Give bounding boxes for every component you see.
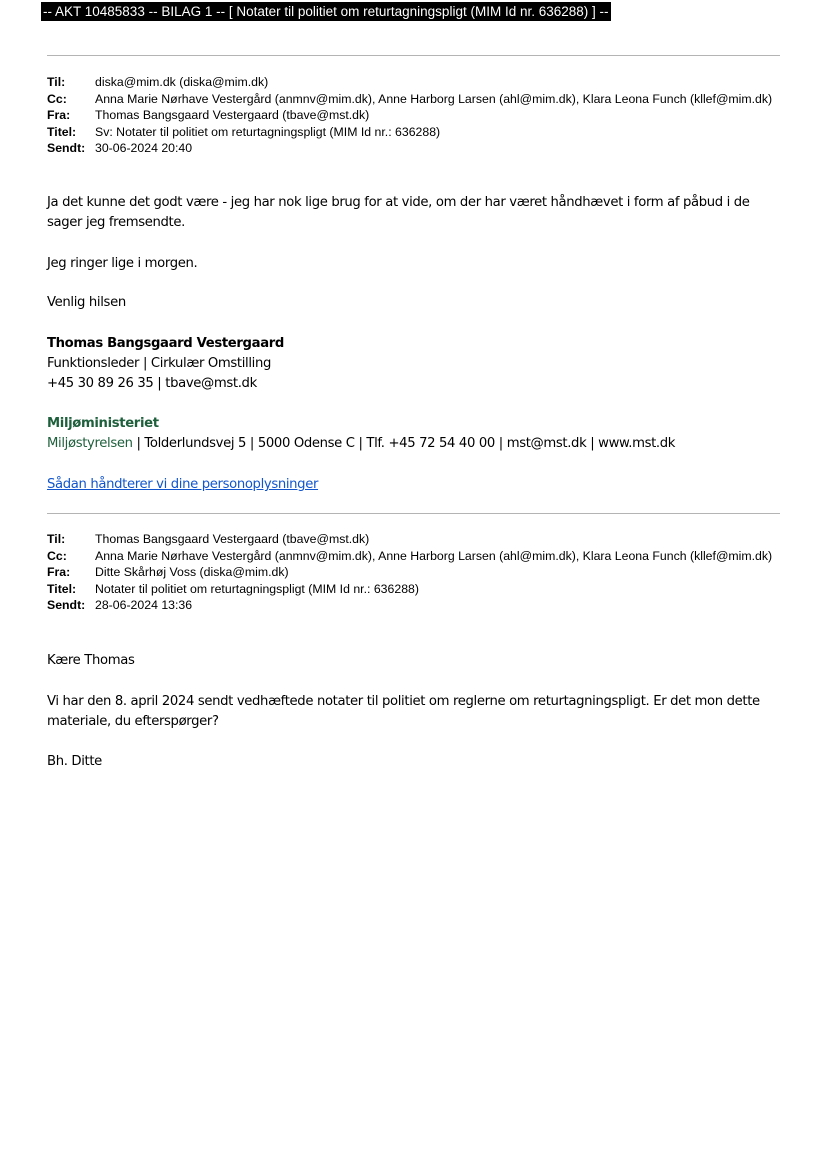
- header-label: Til:: [47, 75, 66, 89]
- header-value: Anna Marie Nørhave Vestergård (anmnv@mim.dk), Anne Harborg Larsen (ahl@mim.dk), Klara Leona Funch (kllef@mim.dk): [95, 91, 773, 106]
- email-header-block: [47, 74, 780, 157]
- signature-address: [47, 434, 787, 454]
- header-label: Cc:: [47, 548, 67, 563]
- header-row-sent: [47, 597, 780, 614]
- header-label: Fra:: [47, 108, 71, 122]
- signature-role: Funktionsleder | Cirkulær Omstilling: [47, 356, 272, 371]
- body-paragraph: Ja det kunne det godt være - jeg har nok lige brug for at vide, om der har været håndhævet i form af påbud i de sager jeg fremsendte.: [47, 195, 750, 230]
- header-row-cc: [47, 548, 780, 565]
- header-value: 28-06-2024 13:36: [95, 598, 193, 612]
- signature-name: Thomas Bangsgaard Vestergaard: [47, 336, 284, 351]
- header-row-to: [47, 531, 780, 548]
- body-paragraph: Vi har den 8. april 2024 sendt vedhæftede notater til politiet om reglerne om returtagningspligt. Er det mon dette materiale, du efterspørger?: [47, 694, 760, 729]
- header-row-to: [47, 74, 780, 91]
- header-label: Sendt:: [47, 141, 86, 155]
- header-value: Anna Marie Nørhave Vestergård (anmnv@mim.dk), Anne Harborg Larsen (ahl@mim.dk), Klara Leona Funch (kllef@mim.dk): [95, 548, 773, 563]
- signature-organization: Miljøministeriet: [47, 416, 159, 431]
- body-paragraph: Bh. Ditte: [47, 754, 102, 769]
- header-label: Cc:: [47, 91, 67, 106]
- header-row-title: [47, 124, 780, 141]
- header-row-cc: [47, 91, 780, 108]
- header-row-sent: [47, 140, 780, 157]
- header-label: Sendt:: [47, 598, 86, 612]
- header-row-from: [47, 107, 780, 124]
- header-value: Thomas Bangsgaard Vestergaard (tbave@mst.dk): [95, 108, 370, 122]
- body-paragraph: Jeg ringer lige i morgen.: [47, 256, 198, 271]
- header-value: Notater til politiet om returtagningspligt (MIM Id nr.: 636288): [95, 581, 419, 596]
- separator-line: [47, 513, 780, 514]
- header-row-from: [47, 564, 780, 581]
- signature-agency: Miljøstyrelsen: [47, 436, 133, 451]
- header-row-title: [47, 581, 780, 598]
- signature-address-text: | Tolderlundsvej 5 | 5000 Odense C | Tlf. +45 72 54 40 00 | mst@mst.dk | www.mst.dk: [132, 436, 676, 451]
- body-paragraph: Venlig hilsen: [47, 295, 126, 310]
- header-value: 30-06-2024 20:40: [95, 141, 193, 155]
- signature-contact: +45 30 89 26 35 | tbave@mst.dk: [47, 376, 257, 391]
- email-body: [47, 193, 787, 495]
- header-value: Sv: Notater til politiet om returtagningspligt (MIM Id nr.: 636288): [95, 124, 441, 139]
- header-value: Ditte Skårhøj Voss (diska@mim.dk): [95, 565, 289, 579]
- email-header-block: [47, 531, 780, 614]
- body-paragraph: Kære Thomas: [47, 653, 135, 668]
- header-label: Til:: [47, 532, 66, 546]
- separator-line: [47, 55, 780, 56]
- document-banner: -- AKT 10485833 -- BILAG 1 -- [ Notater til politiet om returtagningspligt (MIM Id nr. 636288) ] --: [43, 4, 609, 19]
- header-value: Thomas Bangsgaard Vestergaard (tbave@mst.dk): [95, 532, 370, 546]
- email-body: [47, 651, 787, 772]
- header-label: Fra:: [47, 565, 71, 579]
- privacy-link[interactable]: Sådan håndterer vi dine personoplysninger: [47, 477, 319, 492]
- header-label: Titel:: [47, 581, 77, 596]
- header-label: Titel:: [47, 124, 77, 139]
- header-value: diska@mim.dk (diska@mim.dk): [95, 75, 269, 89]
